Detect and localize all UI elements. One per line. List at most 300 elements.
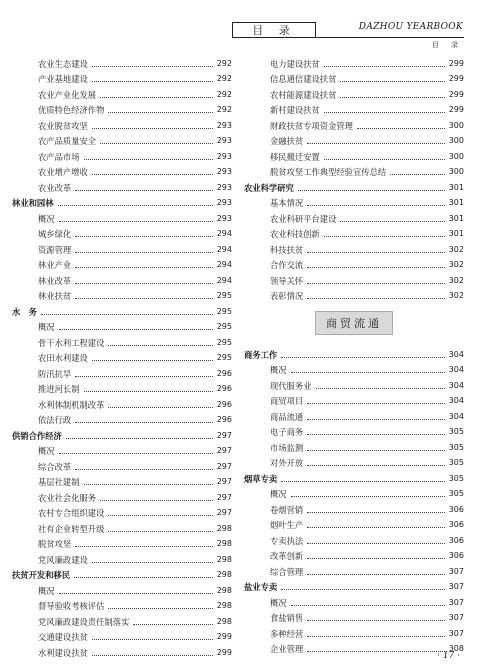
toc-entry-label: 依法行政 xyxy=(38,415,72,425)
toc-entry-label: 水利建设扶贫 xyxy=(38,647,88,658)
toc-page-number: 305 xyxy=(448,458,464,467)
toc-entry-label: 农业脱贫攻坚 xyxy=(38,120,88,131)
toc-page-number: 304 xyxy=(448,365,464,374)
toc-entry-label: 概况 xyxy=(270,597,287,608)
toc-entry-label: 综合改革 xyxy=(38,461,72,472)
toc-entry[interactable] xyxy=(12,611,232,627)
dot-leader xyxy=(298,190,445,191)
toc-entry-label: 农业社会化服务 xyxy=(38,492,97,503)
toc-page-number: 299 xyxy=(216,632,232,641)
toc-entry[interactable] xyxy=(12,332,232,348)
toc-entry-label: 优质特色经济作物 xyxy=(38,105,105,115)
dot-leader xyxy=(307,252,445,253)
dot-leader xyxy=(92,360,213,361)
toc-entry-label: 扶贫开发和移民 xyxy=(12,570,71,580)
toc-entry[interactable] xyxy=(244,193,464,209)
toc-page-number: 298 xyxy=(216,554,232,564)
toc-section-entry[interactable] xyxy=(12,301,232,317)
toc-page-number: 293 xyxy=(216,198,232,207)
toc-entry[interactable] xyxy=(12,394,232,410)
toc-entry-label: 多种经营 xyxy=(270,628,304,639)
toc-entry[interactable] xyxy=(12,115,232,131)
dot-leader xyxy=(84,391,213,392)
dot-leader xyxy=(92,81,213,82)
toc-entry-label: 商贸项目 xyxy=(270,396,304,406)
toc-entry-label: 信息通信建设扶贫 xyxy=(270,74,337,84)
toc-entry[interactable] xyxy=(244,100,464,116)
toc-entry-label: 现代服务业 xyxy=(270,380,312,391)
toc-entry-label: 综合管理 xyxy=(270,566,304,577)
toc-entry[interactable] xyxy=(12,131,232,147)
toc-section-entry[interactable] xyxy=(12,425,232,441)
toc-entry-label: 林业改革 xyxy=(38,275,72,286)
dot-leader xyxy=(281,589,445,590)
toc-entry[interactable] xyxy=(12,472,232,488)
toc-page-number: 300 xyxy=(448,136,464,145)
toc-entry[interactable] xyxy=(12,441,232,457)
toc-entry-label: 供销合作经济 xyxy=(12,430,62,441)
toc-entry[interactable] xyxy=(12,146,232,162)
dot-leader xyxy=(307,527,445,528)
dot-leader xyxy=(75,252,213,253)
toc-page-number: 295 xyxy=(216,306,232,316)
dot-leader xyxy=(75,546,213,547)
dot-leader xyxy=(75,267,213,268)
dot-leader xyxy=(92,66,213,67)
header-rule xyxy=(232,37,464,38)
dot-leader xyxy=(307,298,445,299)
toc-page-number: 308 xyxy=(448,644,464,653)
toc-entry[interactable] xyxy=(244,131,464,147)
toc-entry[interactable] xyxy=(244,375,464,391)
toc-entry-label: 领导关怀 xyxy=(270,275,304,286)
toc-entry-label: 概况 xyxy=(38,213,55,224)
toc-entry-label: 产业基地建设 xyxy=(38,74,88,84)
header-yearbook-title: DAZHOU YEARBOOK xyxy=(358,22,463,32)
toc-page-number: 294 xyxy=(216,229,232,238)
dot-leader xyxy=(92,174,213,175)
dot-leader xyxy=(75,422,213,423)
toc-page-number: 302 xyxy=(448,291,464,300)
toc-entry[interactable] xyxy=(244,146,464,162)
toc-entry-label: 电子商务 xyxy=(270,427,304,437)
toc-entry[interactable] xyxy=(12,534,232,550)
dot-leader xyxy=(108,531,212,532)
toc-entry[interactable] xyxy=(12,487,232,503)
toc-entry[interactable] xyxy=(244,84,464,100)
toc-entry-label: 新村建设扶贫 xyxy=(270,105,320,115)
toc-entry[interactable] xyxy=(12,518,232,534)
toc-section-entry[interactable] xyxy=(244,577,464,593)
toc-page-number: 307 xyxy=(448,582,464,591)
toc-entry[interactable] xyxy=(12,549,232,565)
toc-page-number: 292 xyxy=(216,74,232,83)
toc-entry-label: 农业改革 xyxy=(38,182,72,193)
dot-leader xyxy=(75,236,213,237)
toc-page-number: 296 xyxy=(216,384,232,393)
toc-section-entry[interactable] xyxy=(12,193,232,209)
toc-entry-label: 基层社建制 xyxy=(38,477,80,487)
toc-page-number: 300 xyxy=(448,120,464,130)
dot-leader xyxy=(316,388,445,389)
dot-leader xyxy=(307,620,445,621)
dot-leader xyxy=(100,500,213,501)
toc-page-number: 297 xyxy=(216,461,232,471)
dot-leader xyxy=(75,190,213,191)
dot-leader xyxy=(307,434,445,435)
dot-leader xyxy=(307,636,445,637)
toc-page-number: 305 xyxy=(448,473,464,483)
dot-leader xyxy=(357,128,445,129)
toc-section-entry[interactable] xyxy=(244,468,464,484)
toc-page-number: 299 xyxy=(448,89,464,99)
toc-entry[interactable] xyxy=(12,84,232,100)
toc-entry-label: 林业扶贫 xyxy=(38,291,72,301)
dot-leader xyxy=(307,450,445,451)
toc-page-number: 294 xyxy=(216,260,232,269)
toc-left-column xyxy=(12,53,232,658)
dot-leader xyxy=(108,112,212,113)
toc-entry[interactable] xyxy=(244,499,464,515)
toc-page-number: 296 xyxy=(216,415,232,424)
toc-entry[interactable] xyxy=(12,69,232,85)
toc-page-number: 294 xyxy=(216,244,232,254)
dot-leader xyxy=(307,403,445,404)
toc-entry[interactable] xyxy=(244,515,464,531)
toc-entry[interactable] xyxy=(12,208,232,224)
dot-leader xyxy=(92,128,213,129)
toc-entry-label: 社有企业转型升级 xyxy=(38,523,105,534)
toc-entry[interactable] xyxy=(12,317,232,333)
toc-entry[interactable] xyxy=(244,208,464,224)
toc-entry-label: 烟叶生产 xyxy=(270,520,304,530)
toc-page-number: 298 xyxy=(216,539,232,548)
toc-entry-label: 对外开放 xyxy=(270,458,304,468)
toc-section-entry[interactable] xyxy=(12,565,232,581)
dot-leader xyxy=(75,283,213,284)
toc-entry[interactable] xyxy=(12,642,232,658)
toc-page-number: 298 xyxy=(216,616,232,626)
toc-entry[interactable] xyxy=(244,239,464,255)
toc-entry-label: 移民搬迁安置 xyxy=(270,151,320,162)
toc-entry-label: 烟草专卖 xyxy=(244,473,278,484)
toc-page-number: 297 xyxy=(216,446,232,455)
toc-page-number: 302 xyxy=(448,244,464,254)
dot-leader xyxy=(108,407,212,408)
toc-entry[interactable] xyxy=(244,530,464,546)
page-number: · 17 · xyxy=(437,651,460,661)
toc-entry[interactable] xyxy=(244,255,464,271)
toc-page-number: 293 xyxy=(216,136,232,145)
toc-entry[interactable] xyxy=(244,453,464,469)
dot-leader xyxy=(307,283,445,284)
toc-entry-label: 推进河长制 xyxy=(38,384,80,394)
toc-entry-label: 骨干水利工程建设 xyxy=(38,337,105,348)
toc-entry-label: 基本情况 xyxy=(270,198,304,208)
toc-entry[interactable] xyxy=(12,286,232,302)
dot-leader xyxy=(307,574,445,575)
toc-entry[interactable] xyxy=(12,53,232,69)
toc-page-number: 292 xyxy=(216,89,232,99)
dot-leader xyxy=(307,465,445,466)
toc-entry[interactable] xyxy=(12,363,232,379)
dot-leader xyxy=(340,81,444,82)
dot-leader xyxy=(108,345,212,346)
toc-page-number: 306 xyxy=(448,504,464,514)
dot-leader xyxy=(307,543,445,544)
toc-entry-label: 金融扶贫 xyxy=(270,136,304,146)
toc-entry-label: 农村专合组织建设 xyxy=(38,508,105,518)
toc-entry-label: 城乡绿化 xyxy=(38,229,72,239)
toc-page-number: 298 xyxy=(216,585,232,595)
dot-leader xyxy=(84,159,213,160)
toc-section-entry[interactable] xyxy=(244,344,464,360)
toc-entry-label: 改革创新 xyxy=(270,551,304,561)
toc-entry[interactable] xyxy=(244,360,464,376)
toc-entry-label: 水利体制机制改革 xyxy=(38,399,105,410)
dot-leader xyxy=(92,562,213,563)
toc-entry-label: 督导验收考核评估 xyxy=(38,601,105,611)
dot-leader xyxy=(92,639,213,640)
toc-entry-label: 党风廉政建设责任制落实 xyxy=(38,616,130,627)
toc-page-number: 300 xyxy=(448,167,464,176)
banner-wrap xyxy=(244,301,464,344)
dot-leader xyxy=(307,205,445,206)
toc-page-number: 306 xyxy=(448,551,464,560)
toc-page-number: 301 xyxy=(448,198,464,207)
dot-leader xyxy=(92,655,213,656)
toc-entry[interactable] xyxy=(12,162,232,178)
toc-entry-label: 财政扶贫专项资金管理 xyxy=(270,120,353,131)
toc-entry[interactable] xyxy=(12,503,232,519)
toc-entry-label: 食盐销售 xyxy=(270,613,304,623)
toc-entry-label: 农业科研平台建设 xyxy=(270,213,337,224)
toc-entry-label: 农业科学研究 xyxy=(244,182,294,193)
toc-entry-label: 林业产业 xyxy=(38,260,72,270)
toc-page-number: 299 xyxy=(216,647,232,657)
dot-leader xyxy=(58,205,213,206)
toc-entry-label: 概况 xyxy=(38,585,55,596)
toc-entry-label: 水 务 xyxy=(12,306,37,317)
toc-entry[interactable] xyxy=(12,348,232,364)
dot-leader xyxy=(133,624,212,625)
dot-leader xyxy=(59,593,213,594)
toc-page-number: 302 xyxy=(448,260,464,269)
dot-leader xyxy=(66,438,213,439)
toc-page-number: 298 xyxy=(216,523,232,533)
toc-entry[interactable] xyxy=(244,437,464,453)
toc-right-bottom-list xyxy=(244,344,464,654)
toc-entry-label: 农业增产增收 xyxy=(38,167,88,177)
toc-page-number: 298 xyxy=(216,601,232,610)
toc-page-number: 305 xyxy=(448,442,464,452)
toc-entry-label: 商务工作 xyxy=(244,349,278,360)
toc-page-number: 299 xyxy=(448,105,464,114)
toc-entry[interactable] xyxy=(12,270,232,286)
toc-entry[interactable] xyxy=(244,270,464,286)
toc-entry-label: 交通建设扶贫 xyxy=(38,632,88,642)
toc-entry-label: 林业和园林 xyxy=(12,198,54,208)
dot-leader xyxy=(307,267,445,268)
dot-leader xyxy=(307,512,445,513)
toc-page-number: 295 xyxy=(216,322,232,331)
dot-leader xyxy=(324,159,445,160)
toc-entry[interactable] xyxy=(244,592,464,608)
toc-page-number: 302 xyxy=(448,275,464,285)
toc-entry[interactable] xyxy=(12,239,232,255)
dot-leader xyxy=(307,419,445,420)
toc-page-number: 294 xyxy=(216,275,232,285)
toc-entry-label: 专卖执法 xyxy=(270,535,304,546)
toc-entry[interactable] xyxy=(244,286,464,302)
toc-page-number: 300 xyxy=(448,151,464,161)
toc-entry-label: 资源管理 xyxy=(38,244,72,255)
dot-leader xyxy=(307,651,445,652)
toc-entry[interactable] xyxy=(12,100,232,116)
toc-entry-label: 农田水利建设 xyxy=(38,353,88,363)
toc-entry[interactable] xyxy=(12,410,232,426)
toc-entry-label: 商品流通 xyxy=(270,411,304,422)
toc-entry-label: 概况 xyxy=(38,322,55,332)
dot-leader xyxy=(291,605,445,606)
toc-entry[interactable] xyxy=(244,484,464,500)
dot-leader xyxy=(390,174,445,175)
toc-entry-label: 概况 xyxy=(38,446,55,456)
dot-leader xyxy=(108,515,212,516)
toc-page-number: 307 xyxy=(448,613,464,622)
dot-leader xyxy=(100,143,213,144)
toc-page-number: 307 xyxy=(448,628,464,638)
toc-entry-label: 党风廉政建设 xyxy=(38,554,88,565)
toc-entry-label: 企业管理 xyxy=(270,644,304,654)
dot-leader xyxy=(59,221,213,222)
toc-page-number: 293 xyxy=(216,120,232,130)
toc-entry[interactable] xyxy=(244,53,464,69)
toc-entry[interactable] xyxy=(244,162,464,178)
dot-leader xyxy=(84,484,213,485)
toc-entry-label: 农产品质量安全 xyxy=(38,136,97,146)
toc-page-number: 306 xyxy=(448,520,464,529)
toc-entry-label: 农业科技创新 xyxy=(270,229,320,239)
toc-entry[interactable] xyxy=(244,546,464,562)
toc-entry-label: 概况 xyxy=(270,489,287,499)
dot-leader xyxy=(41,314,213,315)
toc-page-number: 304 xyxy=(448,396,464,405)
toc-entry[interactable] xyxy=(12,177,232,193)
toc-entry[interactable] xyxy=(244,561,464,577)
toc-entry[interactable] xyxy=(244,391,464,407)
toc-page-number: 295 xyxy=(216,337,232,347)
toc-entry-label: 科技扶贫 xyxy=(270,244,304,255)
category-banner: 商贸流通 xyxy=(315,311,393,335)
dot-leader xyxy=(75,469,213,470)
toc-entry[interactable] xyxy=(12,379,232,395)
toc-page-number: 296 xyxy=(216,368,232,378)
dot-leader xyxy=(324,112,445,113)
toc-page-number: 304 xyxy=(448,349,464,359)
toc-entry-label: 卷烟营销 xyxy=(270,504,304,515)
toc-page-number: 295 xyxy=(216,353,232,362)
dot-leader xyxy=(340,97,444,98)
toc-entry[interactable] xyxy=(12,627,232,643)
dot-leader xyxy=(108,608,212,609)
toc-page-number: 301 xyxy=(448,182,464,192)
toc-page-number: 293 xyxy=(216,167,232,176)
toc-entry-label: 市场监测 xyxy=(270,442,304,453)
toc-entry-label: 电力建设扶贫 xyxy=(270,58,320,69)
toc-page-number: 297 xyxy=(216,430,232,440)
toc-entry[interactable] xyxy=(244,224,464,240)
toc-entry[interactable] xyxy=(244,422,464,438)
toc-entry[interactable] xyxy=(12,580,232,596)
toc-entry[interactable] xyxy=(12,596,232,612)
toc-entry-label: 防汛抗旱 xyxy=(38,368,72,379)
toc-entry[interactable] xyxy=(12,224,232,240)
dot-leader xyxy=(324,66,445,67)
toc-page-number: 299 xyxy=(448,74,464,83)
dot-leader xyxy=(59,329,213,330)
toc-entry-label: 脱贫攻坚工作典型经验宣传总结 xyxy=(270,167,387,177)
toc-entry[interactable] xyxy=(244,639,464,655)
toc-right-column xyxy=(244,53,464,654)
dot-leader xyxy=(281,481,445,482)
toc-page-number: 297 xyxy=(216,508,232,517)
dot-leader xyxy=(75,376,213,377)
toc-page-number: 292 xyxy=(216,58,232,68)
toc-page-number: 293 xyxy=(216,213,232,223)
dot-leader xyxy=(100,97,213,98)
toc-entry[interactable] xyxy=(244,608,464,624)
toc-page-number: 296 xyxy=(216,399,232,409)
toc-entry[interactable] xyxy=(244,69,464,85)
toc-entry[interactable] xyxy=(12,456,232,472)
header-section-box: 目 录 xyxy=(232,22,316,38)
dot-leader xyxy=(281,357,445,358)
toc-page-number: 301 xyxy=(448,229,464,238)
toc-page-number: 297 xyxy=(216,477,232,486)
toc-page-number: 295 xyxy=(216,291,232,300)
dot-leader xyxy=(74,577,213,578)
dot-leader xyxy=(75,298,213,299)
toc-entry-label: 农村能源建设扶贫 xyxy=(270,89,337,100)
dot-leader xyxy=(307,558,445,559)
dot-leader xyxy=(291,496,445,497)
toc-page-number: 292 xyxy=(216,105,232,114)
toc-right-top-list xyxy=(244,53,464,301)
toc-entry-label: 表彰情况 xyxy=(270,291,304,301)
toc-page-number: 293 xyxy=(216,182,232,192)
header-subtitle: 目 录 xyxy=(431,41,463,49)
toc-page-number: 297 xyxy=(216,492,232,502)
dot-leader xyxy=(340,221,444,222)
toc-page-number: 307 xyxy=(448,597,464,607)
toc-page-number: 307 xyxy=(448,566,464,576)
toc-entry[interactable] xyxy=(12,255,232,271)
toc-section-entry[interactable] xyxy=(244,177,464,193)
toc-page-number: 301 xyxy=(448,213,464,223)
toc-entry-label: 盐业专卖 xyxy=(244,582,278,592)
toc-entry-label: 农业产业化发展 xyxy=(38,89,97,100)
toc-entry-label: 概况 xyxy=(270,365,287,375)
toc-entry[interactable] xyxy=(244,623,464,639)
toc-entry[interactable] xyxy=(244,115,464,131)
dot-leader xyxy=(307,143,445,144)
dot-leader xyxy=(59,453,213,454)
toc-entry-label: 合作交流 xyxy=(270,260,304,270)
toc-entry[interactable] xyxy=(244,406,464,422)
toc-entry-label: 农业生态建设 xyxy=(38,58,88,69)
dot-leader xyxy=(324,236,445,237)
